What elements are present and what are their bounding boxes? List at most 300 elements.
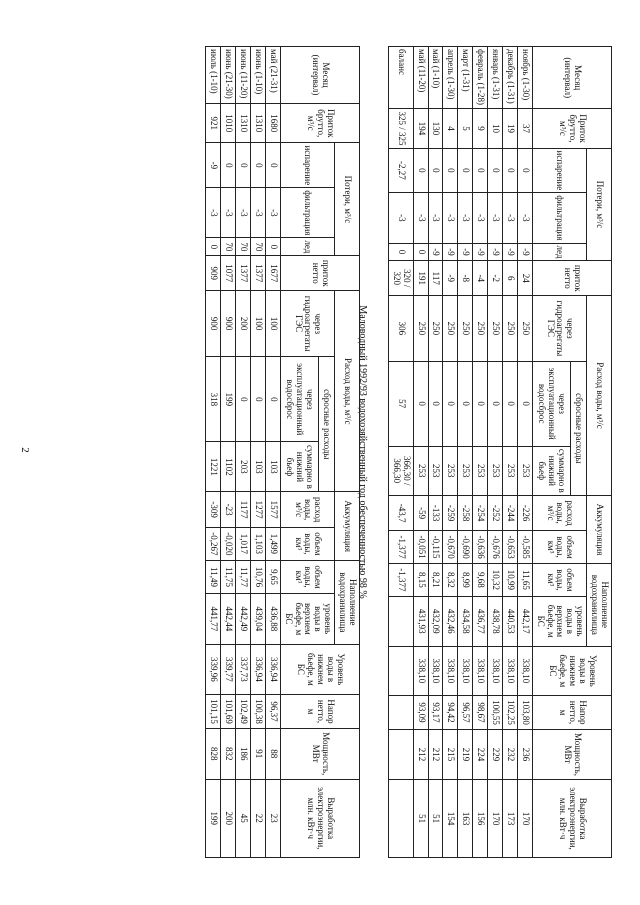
cell-ice: 0: [206, 238, 221, 256]
cell-month: апрель (1-30): [443, 47, 458, 109]
col-through-spillway: через эксплуатационный водосброс: [532, 361, 570, 446]
cell-evap: 0: [236, 143, 251, 188]
col-ice: лед: [280, 238, 334, 256]
cell-power: 215: [443, 729, 458, 779]
cell-ice: -9: [443, 243, 458, 261]
cell-spill: 0: [473, 361, 488, 446]
col-through-spillway: через эксплуатационный водосброс: [280, 357, 318, 442]
table-row: [473, 47, 488, 858]
reservoir-table-2: [205, 46, 360, 858]
cell-ice: -9: [428, 243, 443, 261]
cell-head: 96,37: [265, 695, 280, 729]
col-filling: Наполнение водохранилища: [335, 560, 360, 644]
cell-inflow: 10: [488, 109, 503, 148]
cell-month: июнь (21-30): [221, 47, 236, 104]
page-number: 2: [18, 447, 31, 453]
cell-accq: -23: [221, 492, 236, 527]
cell-accq: -309: [206, 492, 221, 527]
col-through-hpp: через гидроагрегаты ГЭС: [280, 291, 334, 357]
cell-inflow: 921: [206, 104, 221, 143]
cell-filt: -3: [413, 193, 428, 243]
col-water-flow: Расход воды, м³/с: [335, 291, 360, 492]
cell-lower: 336,94: [250, 644, 265, 694]
cell-power: 219: [458, 729, 473, 779]
col-inflow-net: приток нетто: [532, 261, 611, 296]
cell-net: 1677: [265, 256, 280, 291]
cell-lower: 338,10: [443, 646, 458, 696]
cell-head: 98,67: [473, 696, 488, 730]
cell-total: 103: [265, 442, 280, 492]
balance-ice: 0: [388, 243, 413, 261]
cell-lower: 338,10: [458, 646, 473, 696]
col-fill-volume: объем воды, км³: [280, 560, 334, 593]
balance-upper: [388, 596, 413, 646]
cell-ice: -9: [458, 243, 473, 261]
col-total-lower: суммарно в нижний бьеф: [280, 442, 318, 492]
cell-fillv: 9,65: [265, 560, 280, 593]
balance-net: 320 / 320: [388, 261, 413, 296]
cell-month: июль (1-10): [206, 47, 221, 104]
cell-inflow: 194: [413, 109, 428, 148]
cell-hpp: 250: [473, 296, 488, 362]
cell-month: июнь (1-10): [250, 47, 265, 104]
cell-upper: 442,49: [236, 594, 251, 645]
cell-ice: 0: [413, 243, 428, 261]
balance-accv: -1,377: [388, 531, 413, 564]
cell-inflow: 19: [502, 109, 517, 148]
cell-filt: -3: [443, 193, 458, 243]
cell-total: 1221: [206, 442, 221, 492]
balance-inflow: 325 / 325: [388, 109, 413, 148]
cell-filt: -3: [250, 188, 265, 238]
cell-head: 93,17: [428, 696, 443, 730]
cell-upper: 439,04: [250, 594, 265, 645]
cell-power: 186: [236, 728, 251, 779]
cell-month: май (21-31): [265, 47, 280, 104]
cell-power: 91: [250, 728, 265, 779]
table-row: [206, 47, 221, 858]
cell-energy: 45: [236, 779, 251, 858]
cell-spill: 0: [458, 361, 473, 446]
cell-hpp: 100: [250, 291, 265, 357]
cell-fillv: 11,65: [517, 563, 532, 596]
cell-fillv: 10,99: [502, 563, 517, 596]
cell-net: -9: [443, 261, 458, 296]
cell-filt: -3: [265, 188, 280, 238]
col-evaporation: испарение: [280, 143, 334, 188]
cell-spill: 199: [221, 357, 236, 442]
cell-head: 102,49: [236, 695, 251, 729]
cell-evap: 0: [265, 143, 280, 188]
balance-energy: [388, 780, 413, 858]
cell-net: 1077: [221, 256, 236, 291]
cell-total: 253: [488, 446, 503, 495]
cell-total: 253: [517, 446, 532, 495]
cell-lower: 339,77: [221, 644, 236, 694]
cell-evap: 0: [221, 143, 236, 188]
cell-filt: -3: [221, 188, 236, 238]
cell-lower: 338,10: [413, 646, 428, 696]
cell-accv: 1,499: [265, 527, 280, 560]
cell-spill: 0: [443, 361, 458, 446]
col-upper-level: уровень воды в верхнем бьефе, м БС: [532, 596, 586, 646]
cell-inflow: 4: [443, 109, 458, 148]
table-row: [428, 47, 443, 858]
col-inflow-gross: Приток брутто, м³/с: [532, 109, 611, 148]
cell-filt: -3: [488, 193, 503, 243]
cell-inflow: 9: [473, 109, 488, 148]
cell-accv: -0,676: [488, 531, 503, 564]
cell-total: 253: [413, 446, 428, 495]
col-upper-level: уровень воды в верхнем бьефе, м БС: [280, 594, 334, 645]
col-ice: лед: [532, 243, 586, 261]
cell-total: 253: [443, 446, 458, 495]
cell-total: 203: [236, 442, 251, 492]
col-evaporation: испарение: [532, 148, 586, 193]
cell-evap: -9: [206, 143, 221, 188]
cell-power: 236: [517, 729, 532, 779]
cell-hpp: 250: [413, 296, 428, 362]
cell-inflow: 1310: [250, 104, 265, 143]
table-row: [413, 47, 428, 858]
cell-lower: 338,10: [488, 646, 503, 696]
cell-energy: 170: [488, 780, 503, 858]
cell-lower: 338,10: [473, 646, 488, 696]
col-filtration: фильтрация: [532, 193, 586, 243]
cell-spill: 0: [502, 361, 517, 446]
cell-month: май (1-10): [428, 47, 443, 109]
cell-evap: 0: [250, 143, 265, 188]
balance-accq: -43,7: [388, 496, 413, 531]
cell-total: 253: [502, 446, 517, 495]
cell-month: март (1-31): [458, 47, 473, 109]
cell-filt: -3: [517, 193, 532, 243]
cell-month: май (11-20): [413, 47, 428, 109]
cell-fillv: 11,75: [221, 560, 236, 593]
cell-accv: -0,690: [458, 531, 473, 564]
balance-spill: 57: [388, 361, 413, 446]
col-total-lower: суммарно в нижний бьеф: [532, 446, 570, 495]
cell-upper: 436,77: [473, 596, 488, 646]
col-head: Напор нетто, м: [280, 695, 359, 729]
col-inflow-gross: Приток брутто, м³/с: [280, 104, 359, 143]
cell-filt: -3: [473, 193, 488, 243]
cell-fillv: 8,32: [443, 563, 458, 596]
cell-evap: 0: [502, 148, 517, 193]
cell-net: -4: [473, 261, 488, 296]
table-row: [488, 47, 503, 858]
balance-hpp: 306: [388, 296, 413, 362]
col-energy: Выработка электроэнергии, млн. кВт·ч: [532, 780, 611, 858]
cell-spill: 0: [265, 357, 280, 442]
cell-upper: 441,77: [206, 594, 221, 645]
cell-inflow: 1310: [236, 104, 251, 143]
cell-head: 101,15: [206, 695, 221, 729]
cell-accq: -244: [502, 496, 517, 531]
cell-net: -8: [458, 261, 473, 296]
cell-accv: 1,103: [250, 527, 265, 560]
cell-power: 828: [206, 728, 221, 779]
col-discharge: сбросные расходы: [318, 357, 334, 492]
cell-filt: -3: [236, 188, 251, 238]
cell-net: 6: [502, 261, 517, 296]
col-lower-level: Уровень воды в нижнем бьефе, м БС: [280, 644, 359, 694]
cell-ice: 70: [250, 238, 265, 256]
cell-evap: 0: [443, 148, 458, 193]
cell-ice: 70: [236, 238, 251, 256]
cell-hpp: 250: [458, 296, 473, 362]
cell-fillv: 9,68: [473, 563, 488, 596]
balance-filt: -3: [388, 193, 413, 243]
table-row: [443, 47, 458, 858]
cell-net: 1377: [236, 256, 251, 291]
col-water-flow: Расход воды, м³/с: [587, 296, 612, 496]
cell-inflow: 1680: [265, 104, 280, 143]
cell-accq: -59: [413, 496, 428, 531]
cell-spill: 0: [517, 361, 532, 446]
cell-energy: 163: [458, 780, 473, 858]
cell-accv: -0,636: [473, 531, 488, 564]
col-discharge: сбросные расходы: [570, 361, 586, 495]
cell-spill: 0: [488, 361, 503, 446]
cell-net: 24: [517, 261, 532, 296]
cell-ice: -9: [502, 243, 517, 261]
col-month: Месяц (интервал): [532, 47, 611, 109]
col-accumulation: Аккумуляция: [587, 496, 612, 564]
table-row: [502, 47, 517, 858]
cell-upper: 436,88: [265, 594, 280, 645]
cell-hpp: 250: [517, 296, 532, 362]
table-row: [517, 47, 532, 858]
cell-month: декабрь (1-31): [502, 47, 517, 109]
cell-accv: -0,670: [443, 531, 458, 564]
cell-evap: 0: [473, 148, 488, 193]
col-losses: Потери, м³/с: [587, 148, 612, 261]
table-row: [221, 47, 236, 858]
cell-energy: 51: [413, 780, 428, 858]
cell-spill: 0: [250, 357, 265, 442]
cell-accv: -0,115: [428, 531, 443, 564]
col-month: Месяц (интервал): [280, 47, 359, 104]
cell-power: 212: [413, 729, 428, 779]
cell-accq: -254: [473, 496, 488, 531]
cell-lower: 336,94: [265, 644, 280, 694]
cell-hpp: 900: [221, 291, 236, 357]
col-filtration: фильтрация: [280, 188, 334, 238]
cell-hpp: 250: [428, 296, 443, 362]
cell-accq: -259: [443, 496, 458, 531]
col-acc-volume: объем воды, км³: [532, 531, 586, 564]
cell-net: 191: [413, 261, 428, 296]
cell-accv: -0,653: [502, 531, 517, 564]
cell-power: 212: [428, 729, 443, 779]
col-energy: Выработка электроэнергии, млн. кВт·ч: [280, 779, 359, 858]
cell-accv: -0,020: [221, 527, 236, 560]
cell-hpp: 200: [236, 291, 251, 357]
cell-total: 103: [250, 442, 265, 492]
cell-accq: -252: [488, 496, 503, 531]
cell-filt: -3: [458, 193, 473, 243]
col-through-hpp: через гидроагрегаты ГЭС: [532, 296, 586, 362]
cell-head: 94,42: [443, 696, 458, 730]
col-power: Мощность, МВт: [280, 728, 359, 779]
cell-upper: 432,09: [428, 596, 443, 646]
cell-spill: 0: [236, 357, 251, 442]
cell-upper: 431,93: [413, 596, 428, 646]
cell-accq: -226: [517, 496, 532, 531]
cell-power: 224: [473, 729, 488, 779]
cell-ice: -9: [488, 243, 503, 261]
cell-lower: 338,10: [517, 646, 532, 696]
cell-spill: 0: [413, 361, 428, 446]
col-inflow-net: приток нетто: [280, 256, 359, 291]
cell-head: 100,55: [488, 696, 503, 730]
table-row: [236, 47, 251, 858]
cell-energy: 51: [428, 780, 443, 858]
cell-net: 909: [206, 256, 221, 291]
cell-spill: 0: [428, 361, 443, 446]
cell-inflow: 130: [428, 109, 443, 148]
table-1-container: [388, 46, 612, 858]
cell-energy: 173: [502, 780, 517, 858]
balance-total: 366,30 / 366,30: [388, 446, 413, 495]
cell-energy: 199: [206, 779, 221, 858]
balance-row: [388, 47, 413, 858]
col-power: Мощность, МВт: [532, 729, 611, 779]
cell-month: ноябрь (1-30): [517, 47, 532, 109]
balance-head: [388, 696, 413, 730]
cell-power: 229: [488, 729, 503, 779]
cell-upper: 442,17: [517, 596, 532, 646]
table-row: [265, 47, 280, 858]
cell-accq: -133: [428, 496, 443, 531]
cell-fillv: 8,15: [413, 563, 428, 596]
cell-filt: -3: [428, 193, 443, 243]
cell-inflow: 1010: [221, 104, 236, 143]
cell-fillv: 11,77: [236, 560, 251, 593]
cell-head: 103,80: [517, 696, 532, 730]
cell-net: 117: [428, 261, 443, 296]
cell-energy: 200: [221, 779, 236, 858]
cell-month: февраль (1-28): [473, 47, 488, 109]
cell-head: 93,09: [413, 696, 428, 730]
cell-ice: 70: [221, 238, 236, 256]
cell-lower: 338,10: [428, 646, 443, 696]
cell-net: 1377: [250, 256, 265, 291]
cell-evap: 0: [413, 148, 428, 193]
cell-hpp: 250: [488, 296, 503, 362]
cell-evap: 0: [428, 148, 443, 193]
table-2-caption: Маловодный 1992/93 водохозяйственный год обеспеченностью 98 %: [357, 305, 368, 599]
cell-hpp: 100: [265, 291, 280, 357]
balance-fillv: -1,377: [388, 563, 413, 596]
cell-hpp: 250: [443, 296, 458, 362]
col-lower-level: Уровень воды в нижнем бьефе, м БС: [532, 646, 611, 696]
cell-month: июнь (11-20): [236, 47, 251, 104]
cell-fillv: 8,99: [458, 563, 473, 596]
cell-total: 253: [458, 446, 473, 495]
balance-power: [388, 729, 413, 779]
cell-energy: 156: [473, 780, 488, 858]
cell-fillv: 10,76: [250, 560, 265, 593]
cell-month: январь (1-31): [488, 47, 503, 109]
cell-power: 832: [221, 728, 236, 779]
cell-evap: 0: [517, 148, 532, 193]
cell-filt: -3: [502, 193, 517, 243]
balance-evap: -2,27: [388, 148, 413, 193]
table-row: [250, 47, 265, 858]
col-losses: Потери, м³/с: [335, 143, 360, 256]
col-accumulation: Аккумуляция: [335, 492, 360, 561]
cell-ice: 0: [265, 238, 280, 256]
cell-accv: -0,585: [517, 531, 532, 564]
cell-total: 253: [428, 446, 443, 495]
table-2-body: [206, 47, 280, 858]
cell-evap: 0: [488, 148, 503, 193]
cell-spill: 318: [206, 357, 221, 442]
cell-accv: -0,267: [206, 527, 221, 560]
cell-energy: 170: [517, 780, 532, 858]
col-acc-flow: расход воды, м³/с: [532, 496, 586, 531]
cell-filt: -3: [206, 188, 221, 238]
cell-upper: 440,53: [502, 596, 517, 646]
cell-hpp: 900: [206, 291, 221, 357]
cell-energy: 22: [250, 779, 265, 858]
balance-lower: [388, 646, 413, 696]
cell-hpp: 250: [502, 296, 517, 362]
cell-ice: -9: [473, 243, 488, 261]
cell-lower: 339,96: [206, 644, 221, 694]
reservoir-table-1: [388, 46, 612, 858]
cell-energy: 23: [265, 779, 280, 858]
cell-accq: 1277: [250, 492, 265, 527]
cell-head: 100,38: [250, 695, 265, 729]
table-2-container: [205, 46, 360, 858]
cell-upper: 438,78: [488, 596, 503, 646]
balance-month: баланс: [388, 47, 413, 109]
table-1-body: [388, 47, 532, 858]
cell-upper: 442,44: [221, 594, 236, 645]
cell-accq: 1577: [265, 492, 280, 527]
cell-evap: 0: [458, 148, 473, 193]
cell-ice: -9: [517, 243, 532, 261]
col-head: Напор нетто, м: [532, 696, 611, 730]
cell-fillv: 11,49: [206, 560, 221, 593]
cell-head: 102,25: [502, 696, 517, 730]
cell-accv: 1,017: [236, 527, 251, 560]
cell-net: -2: [488, 261, 503, 296]
cell-total: 253: [473, 446, 488, 495]
cell-power: 88: [265, 728, 280, 779]
cell-total: 1102: [221, 442, 236, 492]
cell-head: 96,57: [458, 696, 473, 730]
cell-head: 101,69: [221, 695, 236, 729]
cell-accv: -0,051: [413, 531, 428, 564]
cell-upper: 434,58: [458, 596, 473, 646]
table-row: [458, 47, 473, 858]
cell-accq: -258: [458, 496, 473, 531]
cell-accq: 1177: [236, 492, 251, 527]
cell-upper: 432,46: [443, 596, 458, 646]
col-acc-flow: расход воды, м³/с: [280, 492, 334, 527]
cell-lower: 337,73: [236, 644, 251, 694]
cell-fillv: 10,32: [488, 563, 503, 596]
col-fill-volume: объем воды, км³: [532, 563, 586, 596]
cell-inflow: 37: [517, 109, 532, 148]
col-filling: Наполнение водохранилища: [587, 563, 612, 646]
col-acc-volume: объем воды, км³: [280, 527, 334, 560]
cell-inflow: 5: [458, 109, 473, 148]
